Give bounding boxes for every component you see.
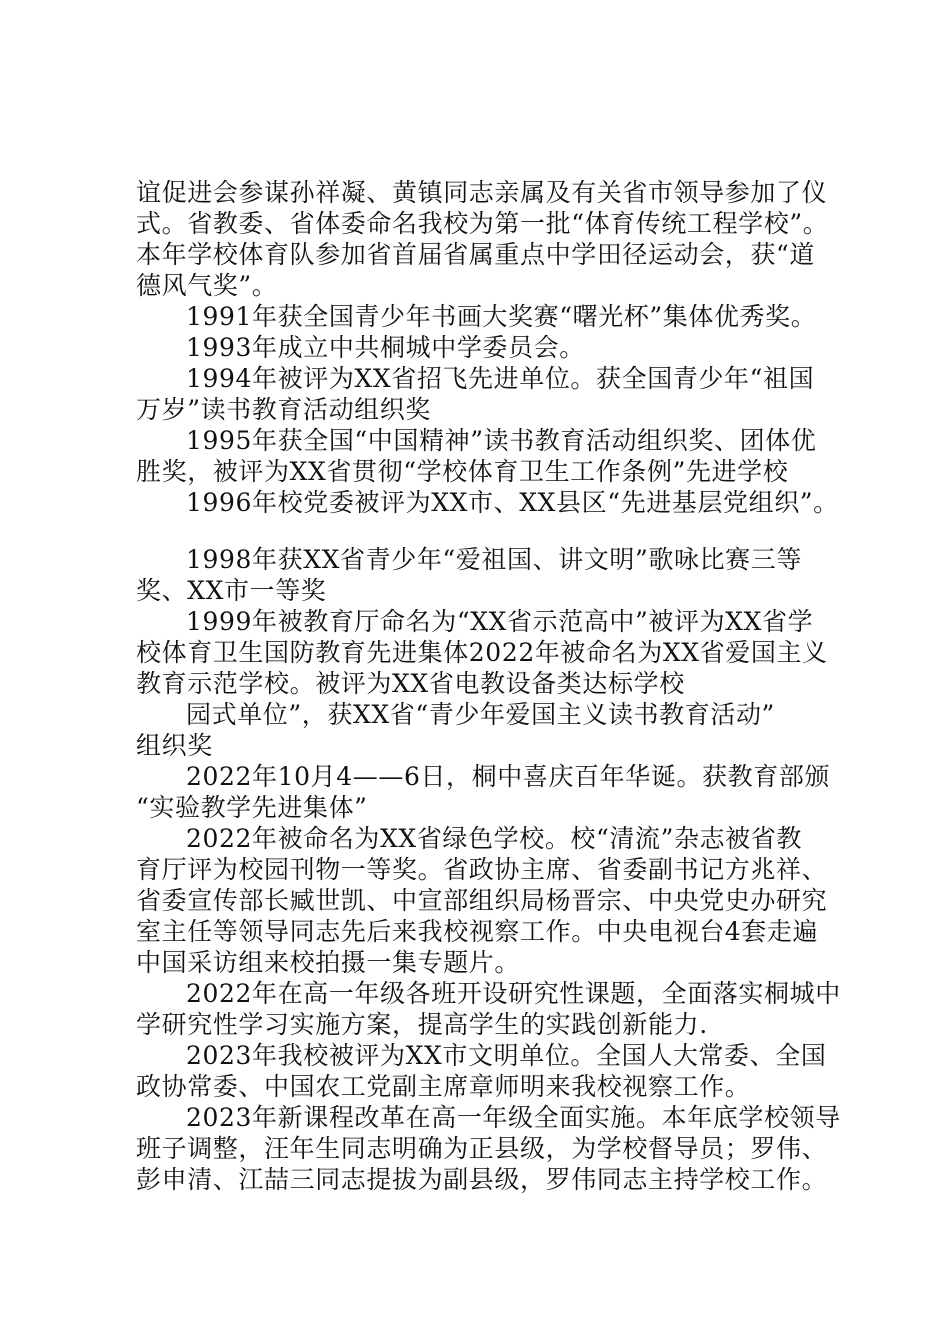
text-line: 1991年获全国青少年书画大奖赛“曙光杯”集体优秀奖。 [186,302,817,331]
text-line: 教育示范学校。被评为XX省电教设备类达标学校 [136,669,685,698]
text-line: 省委宣传部长臧世凯、中宣部组织局杨晋宗、中央党史办研究 [136,886,828,915]
text-line: 彭申清、江喆三同志提拔为副县级，罗伟同志主持学校工作。 [136,1165,828,1194]
text-line: 1999年被教育厅命名为“XX省示范高中”被评为XX省学 [186,607,814,636]
text-line: 校体育卫生国防教育先进集体2022年被命名为XX省爱国主义 [136,638,828,667]
text-line: 2023年新课程改革在高一年级全面实施。本年底学校领导 [186,1103,841,1132]
text-line: 1993年成立中共桐城中学委员会。 [186,333,585,362]
text-line: 育厅评为校园刊物一等奖。省政协主席、省委副书记方兆祥、 [136,855,828,884]
text-line: 1995年获全国“中国精神”读书教育活动组织奖、团体优 [186,426,817,455]
text-line: 德风气奖”。 [136,271,278,300]
text-line: 式。省教委、省体委命名我校为第一批“体育传统工程学校”。 [136,209,829,238]
text-line: 2022年在高一年级各班开设研究性课题，全面落实桐城中 [186,979,841,1008]
text-line: 谊促进会参谋孙祥凝、黄镇同志亲属及有关省市领导参加了仪 [136,178,828,207]
text-line: 1996年校党委被评为XX市、XX县区“先进基层党组织”。 [186,488,839,517]
text-line: 园式单位”，获XX省“青少年爱国主义读书教育活动” [186,700,775,729]
text-line: 2022年10月4——6日，桐中喜庆百年华诞。获教育部颁 [186,762,831,791]
text-line: 学研究性学习实施方案，提高学生的实践创新能力. [136,1010,708,1039]
text-line: 胜奖，被评为XX省贯彻“学校体育卫生工作条例”先进学校 [136,457,789,486]
text-line: 室主任等领导同志先后来我校视察工作。中央电视台4套走遍 [136,917,819,946]
text-line: 政协常委、中国农工党副主席章师明来我校视察工作。 [136,1072,751,1101]
text-line: 1998年获XX省青少年“爱祖国、讲文明”歌咏比赛三等 [186,545,802,574]
text-line: 组织奖 [136,731,213,760]
text-line: 万岁”读书教育活动组织奖 [136,395,431,424]
text-line: 中国采访组来校拍摄一集专题片。 [136,948,521,977]
text-line: 奖、XX市一等奖 [136,576,327,605]
text-line: 1994年被评为XX省招飞先进单位。获全国青少年“祖国 [186,364,815,393]
text-line: 本年学校体育队参加省首届省属重点中学田径运动会，获“道 [136,240,815,269]
text-line: 2023年我校被评为XX市文明单位。全国人大常委、全国 [186,1041,827,1070]
text-line: 班子调整，汪年生同志明确为正县级，为学校督导员；罗伟、 [136,1134,828,1163]
text-line: 2022年被命名为XX省绿色学校。校“清流”杂志被省教 [186,824,802,853]
text-line: “实验教学先进集体” [136,793,368,822]
